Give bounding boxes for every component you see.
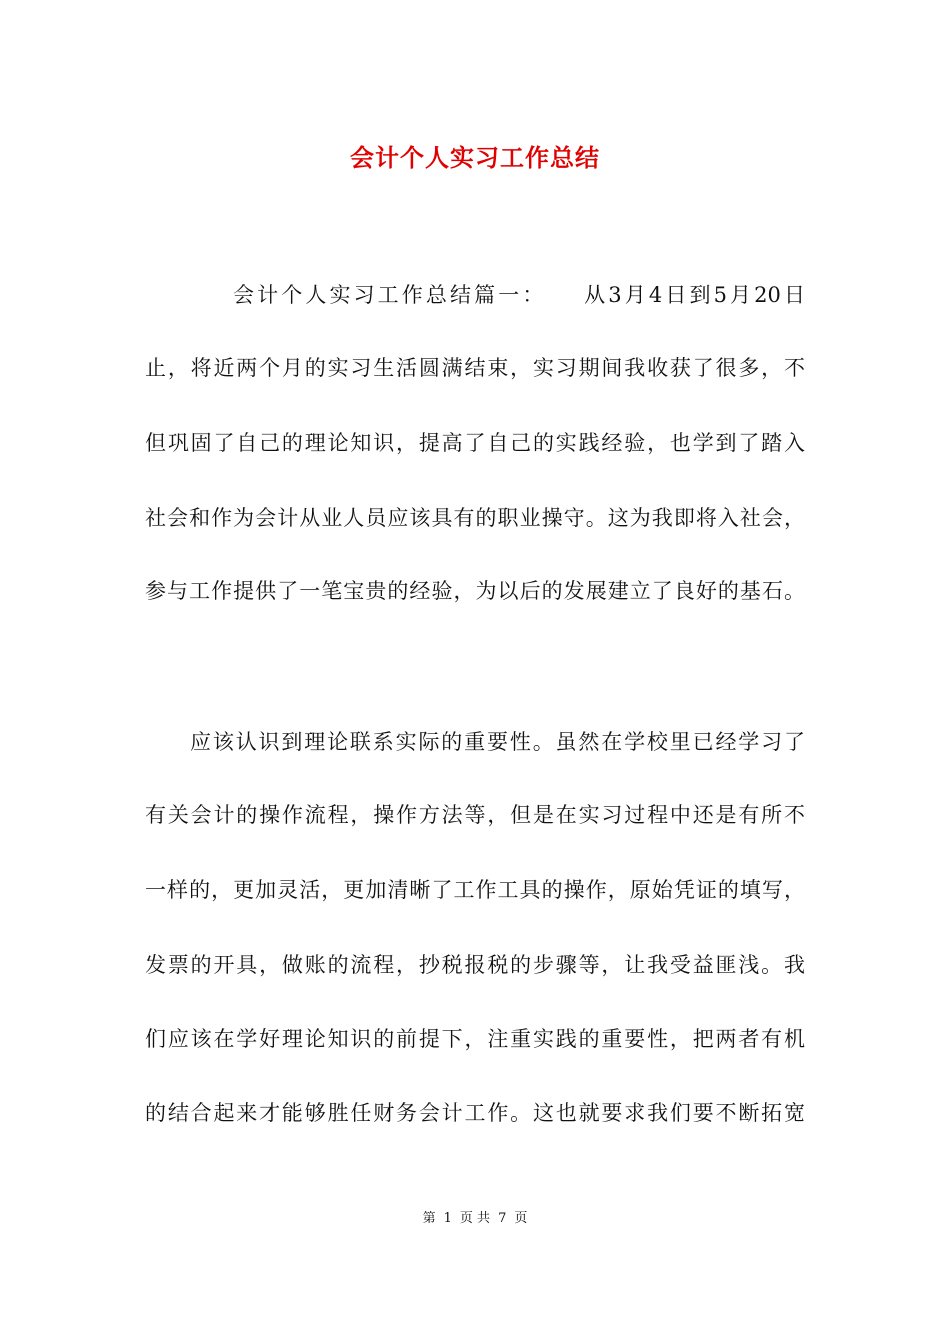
paragraph-line: 会计个人实习工作总结篇一： 从3月4日到5月20日	[233, 283, 805, 307]
paragraph-line: 应该认识到理论联系实际的重要性。虽然在学校里已经学习了	[190, 730, 805, 754]
page-title: 会计个人实习工作总结	[350, 143, 600, 172]
footer-suffix: 页	[514, 1211, 528, 1226]
paragraph-line: 参与工作提供了一笔宝贵的经验，为以后的发展建立了良好的基石。	[145, 579, 805, 603]
page-footer	[0, 1207, 950, 1226]
paragraph-line: 但巩固了自己的理论知识，提高了自己的实践经验，也学到了踏入	[145, 431, 805, 455]
paragraph-line: 一样的，更加灵活，更加清晰了工作工具的操作，原始凭证的填写，	[145, 878, 805, 902]
footer-prefix: 第	[422, 1211, 436, 1226]
paragraph-line: 的结合起来才能够胜任财务会计工作。这也就要求我们要不断拓宽	[145, 1101, 805, 1125]
paragraph-line: 社会和作为会计从业人员应该具有的职业操守。这为我即将入社会，	[145, 506, 805, 530]
total-page-count: 7	[498, 1211, 507, 1226]
current-page-number: 1	[443, 1211, 452, 1226]
paragraph-line: 们应该在学好理论知识的前提下，注重实践的重要性，把两者有机	[145, 1027, 805, 1051]
paragraph-line: 发票的开具，做账的流程，抄税报税的步骤等，让我受益匪浅。我	[145, 953, 805, 977]
footer-mid: 页 共	[459, 1211, 491, 1226]
paragraph-line: 有关会计的操作流程，操作方法等，但是在实习过程中还是有所不	[145, 803, 805, 827]
paragraph-line: 止，将近两个月的实习生活圆满结束，实习期间我收获了很多，不	[145, 356, 805, 380]
